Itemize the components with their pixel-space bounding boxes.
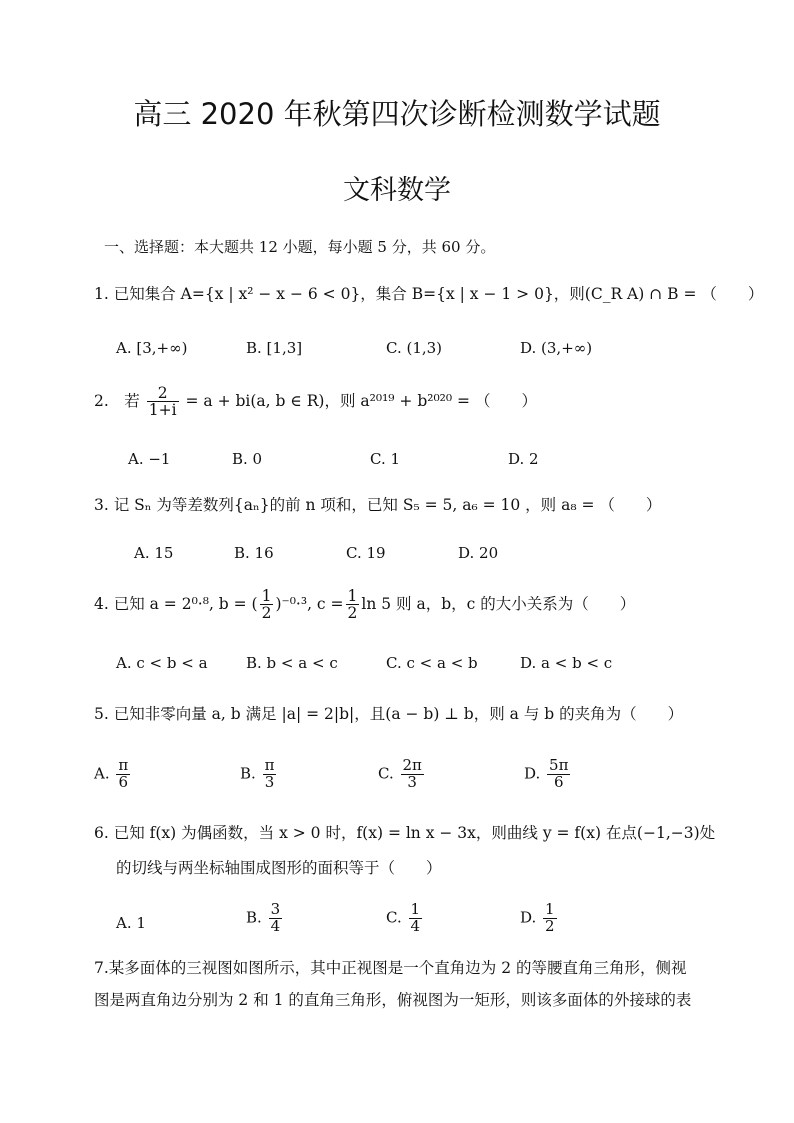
question-4-fraction-c-numerator: 1 (347, 587, 358, 605)
question-5-option-c-label: C. (378, 764, 394, 783)
question-5-option-d-numerator: 5π (549, 756, 569, 774)
question-2-stem-prefix: 2. 若 (94, 391, 140, 410)
question-6-option-b-fraction (269, 902, 283, 935)
question-2-option-a: A. −1 (128, 450, 171, 468)
question-6-option-c-fraction (409, 902, 423, 935)
question-6-option-d-label: D. (520, 908, 537, 927)
question-2-option-b: B. 0 (232, 450, 263, 468)
question-1-option-c: C. (1,3) (386, 339, 443, 357)
question-4-option-a: A. c < b < a (116, 654, 208, 672)
question-5-option-b-fraction (263, 758, 277, 791)
question-6-option-b-label: B. (246, 908, 262, 927)
question-6-option-a-label: A. 1 (116, 914, 146, 932)
question-3-option-d: D. 20 (458, 544, 499, 562)
question-3-option-c: C. 19 (346, 544, 386, 562)
question-5-option-b-numerator: π (264, 756, 275, 774)
exam-title: 高三 2020 年秋第四次诊断检测数学试题 (133, 97, 661, 131)
question-4-stem-middle: )⁻⁰·³, c = (275, 594, 344, 613)
question-5-option-d-label: D. (524, 764, 541, 783)
question-7-line2: 图是两直角边分别为 2 和 1 的直角三角形，俯视图为一矩形，则该多面体的外接球的表 (94, 991, 692, 1009)
question-4-fraction-c-denominator: 2 (347, 604, 358, 623)
question-6-option-d-numerator: 1 (545, 900, 555, 918)
question-5-option-c (378, 758, 426, 791)
question-2-fraction-denominator: 1+i (148, 401, 177, 420)
question-1-option-a: A. [3,+∞) (116, 339, 188, 357)
question-6-stem-line1: 6. 已知 f(x) 为偶函数，当 x > 0 时，f(x) = ln x − 3x，则曲线 y = f(x) 在点(−1,−3)处 (94, 824, 716, 842)
question-6-option-b-numerator: 3 (270, 900, 281, 918)
question-4-stem-prefix: 4. 已知 a = 2⁰·⁸, b = ( (94, 594, 258, 613)
question-4-fraction-b-denominator: 2 (261, 604, 272, 623)
question-6-option-c-numerator: 1 (410, 900, 421, 918)
question-6-option-b-denominator: 4 (270, 916, 281, 935)
question-3-option-b: B. 16 (234, 544, 274, 562)
question-5-option-d (524, 758, 572, 791)
question-5-option-b-label: B. (240, 764, 256, 783)
question-5-option-c-numerator: 2π (402, 756, 422, 774)
question-2-fraction (147, 385, 179, 419)
question-6-option-c (386, 902, 424, 935)
question-6-option-c-denominator: 4 (410, 916, 421, 935)
question-4-stem-suffix: ln 5 则 a，b，c 的大小关系为（ ） (361, 594, 636, 613)
question-5-option-a-numerator: π (118, 756, 129, 774)
question-5-option-a-label: A. (94, 764, 110, 783)
question-5-option-a-denominator: 6 (118, 772, 129, 791)
question-4-option-b: B. b < a < c (246, 654, 338, 672)
question-5-option-c-denominator: 3 (407, 772, 417, 791)
section-heading: 一、选择题：本大题共 12 小题，每小题 5 分，共 60 分。 (104, 238, 496, 256)
question-6-option-d-denominator: 2 (545, 916, 555, 935)
question-4-stem (94, 588, 635, 622)
question-5-option-c-fraction (401, 758, 424, 791)
question-4-option-d: D. a < b < c (520, 654, 613, 672)
question-5-option-a-fraction (116, 758, 130, 791)
question-2-stem (94, 385, 537, 419)
question-5-option-d-fraction (547, 758, 570, 791)
question-5-option-b-denominator: 3 (264, 772, 275, 791)
question-7-line1: 7.某多面体的三视图如图所示，其中正视图是一个直角边为 2 的等腰直角三角形，侧视 (94, 959, 687, 977)
question-5-option-b (240, 758, 278, 791)
question-1-stem: 1. 已知集合 A={x | x² − x − 6 < 0}，集合 B={x | x − 1 > 0}，则(C_R A) ∩ B = （ ） (94, 285, 764, 303)
question-2-option-c: C. 1 (370, 450, 401, 468)
question-2-fraction-numerator: 2 (147, 385, 179, 402)
question-6-option-b (246, 902, 284, 935)
question-3-option-a: A. 15 (134, 544, 174, 562)
question-4-option-c: C. c < a < b (386, 654, 478, 672)
question-4-fraction-b-numerator: 1 (261, 587, 272, 605)
question-5-stem: 5. 已知非零向量 a, b 满足 |a| = 2|b|，且(a − b) ⊥ b，则 a 与 b 的夹角为（ ） (94, 705, 684, 723)
question-4-fraction-c (346, 588, 360, 622)
question-6-stem-line2: 的切线与两坐标轴围成图形的面积等于（ ） (116, 859, 442, 877)
question-6-option-c-label: C. (386, 908, 402, 927)
question-2-stem-suffix: = a + bi(a, b ∈ R)，则 a²⁰¹⁹ + b²⁰²⁰ = （ ） (185, 391, 537, 410)
question-6-option-d (520, 902, 559, 935)
question-4-fraction-b (260, 588, 274, 622)
question-6-option-d-fraction (543, 902, 557, 935)
question-1-option-b: B. [1,3] (246, 339, 303, 357)
question-5-option-a (94, 758, 132, 791)
question-3-stem: 3. 记 Sₙ 为等差数列{aₙ}的前 n 项和，已知 S₅ = 5, a₆ = 10 ，则 a₈ = （ ） (94, 496, 662, 514)
exam-subtitle: 文科数学 (343, 175, 451, 206)
question-1-option-d: D. (3,+∞) (520, 339, 593, 357)
question-2-option-d: D. 2 (508, 450, 539, 468)
question-6-option-a (116, 912, 146, 934)
question-5-option-d-denominator: 6 (553, 772, 564, 791)
